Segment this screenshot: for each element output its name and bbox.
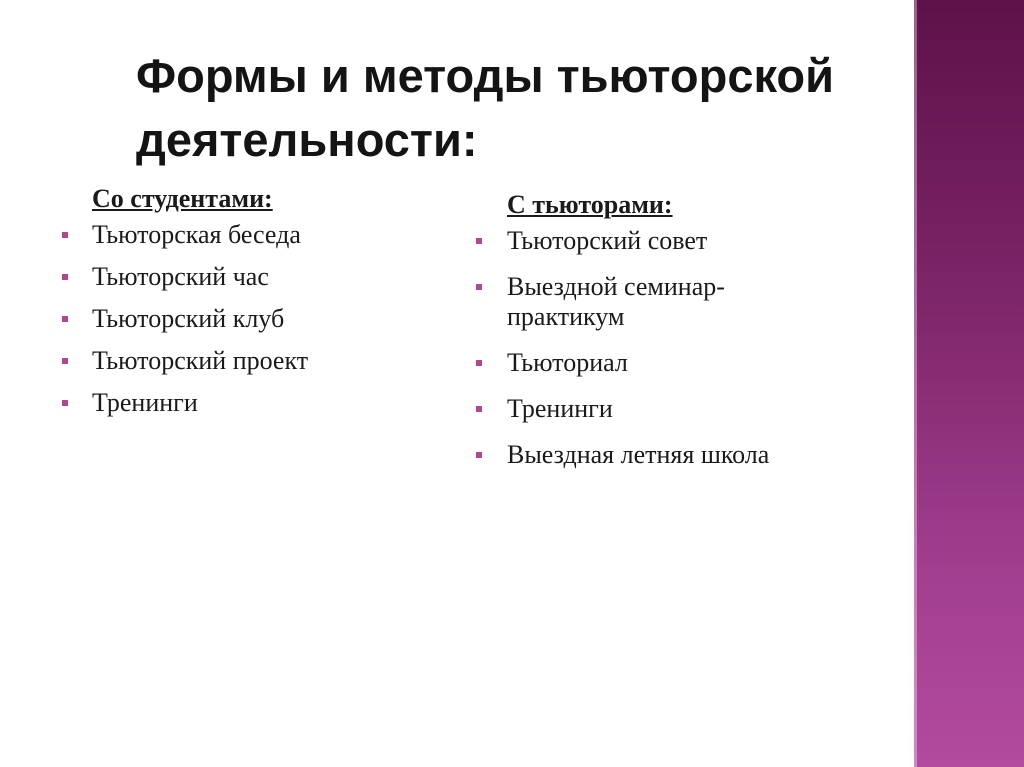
side-bar-edge [914,0,917,767]
students-column-heading: Со студентами: [92,184,273,213]
list-item [60,220,440,250]
list-item [474,394,894,424]
tutors-column-heading: С тьюторами: [507,190,673,219]
list-item-text: Тьюторский час [92,262,269,291]
list-item [474,348,894,378]
list-item [474,440,894,470]
bullet-icon [62,232,68,238]
tutors-list [474,226,894,470]
bullet-icon [62,400,68,406]
list-item [60,346,440,376]
students-column [60,184,440,430]
bullet-icon [476,238,482,244]
list-item-text: Тьюторский проект [92,346,309,375]
list-item [60,388,440,418]
list-item [474,226,894,256]
list-item-text: Тренинги [507,394,613,423]
bullet-icon [476,406,482,412]
list-item-text: Тьюторский клуб [92,304,285,333]
bullet-icon [476,284,482,290]
list-item [474,272,807,332]
list-item-text: Тренинги [92,388,198,417]
list-item-text: Выездной семинар-практикум [507,272,725,331]
list-item-text: Тьюториал [507,348,628,377]
list-item-text: Тьюторская беседа [92,220,301,249]
bullet-icon [476,452,482,458]
list-item-text: Выездная летняя школа [507,440,770,469]
bullet-icon [62,358,68,364]
tutors-column [474,190,894,486]
list-item-text: Тьюторский совет [507,226,708,255]
bullet-icon [62,274,68,280]
decorative-side-bar [914,0,1024,767]
list-item [60,304,440,334]
bullet-icon [476,360,482,366]
list-item [60,262,440,292]
slide-title: Формы и методы тьюторской деятельности: [136,49,834,166]
students-list [60,220,440,418]
bullet-icon [62,316,68,322]
